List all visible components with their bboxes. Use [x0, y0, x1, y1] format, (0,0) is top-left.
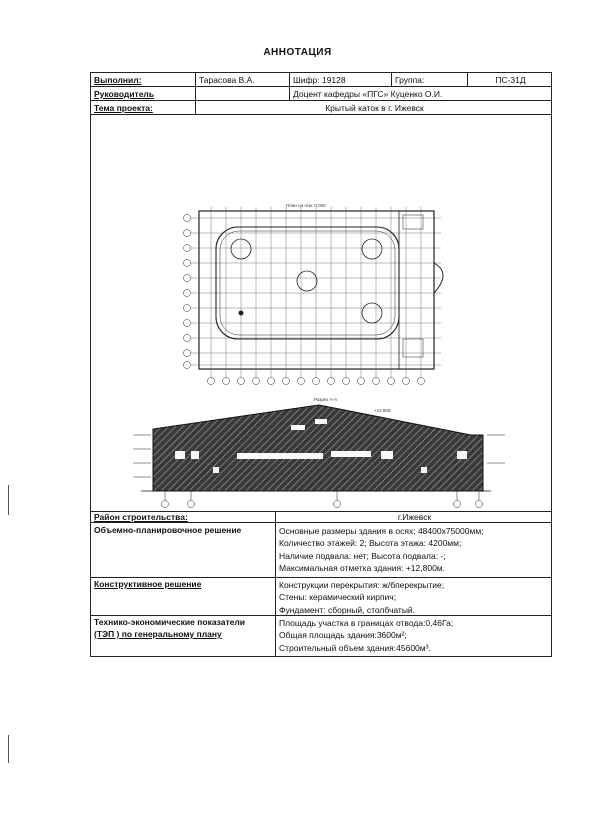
planning-section — [91, 523, 551, 577]
annotation-sheet — [90, 72, 552, 657]
performed-value: Тарасова В.А. — [195, 73, 289, 86]
planning-values — [279, 525, 484, 575]
planning-line: Основные размеры здания в осях: 48400х75000мм; — [279, 526, 484, 536]
planning-line: Наличие подвала: нет; Высота подвала: -; — [279, 550, 446, 561]
performed-label: Выполнил: — [94, 74, 142, 85]
scan-artifact — [8, 735, 9, 763]
region-label: Район строительства: — [94, 512, 188, 522]
region-value: г.Ижевск — [275, 512, 553, 522]
constructive-line: Конструкции перекрытия: ж/бперекрытие; — [279, 580, 445, 590]
region-row — [91, 511, 551, 523]
building-drawings — [91, 115, 551, 511]
tep-line: Строительный объем здания:45600м³. — [279, 642, 431, 653]
constructive-label: Конструктивное решение — [94, 579, 202, 589]
planning-line: Количество этажей: 2; Высота этажа: 4200мм; — [279, 538, 462, 549]
cipher-label: Шифр: 19128 — [289, 73, 391, 86]
constructive-section — [91, 577, 551, 615]
section-caption: Разрез А-А — [314, 397, 338, 402]
tep-values — [279, 617, 453, 654]
constructive-values — [279, 579, 444, 616]
constructive-line: Фундамент: сборный, столбчатый. — [279, 604, 416, 615]
plan-caption: План на отм. 0.000 — [286, 203, 326, 208]
planning-label: Объемно-планировочное решение — [94, 525, 242, 535]
supervisor-value: Доцент кафедры «ПГС» Куценко О.И. — [289, 87, 553, 100]
supervisor-label: Руководитель — [94, 88, 155, 99]
planning-line: Максимальная отметка здания: +12,800м. — [279, 563, 446, 574]
page-title: АННОТАЦИЯ — [263, 47, 332, 58]
ridge-elevation-mark: +12.800 — [374, 408, 391, 413]
header-row-performer — [91, 73, 551, 87]
tep-section — [91, 615, 551, 657]
scan-artifact — [8, 485, 9, 515]
tep-line: Общая площадь здания:3600м²; — [279, 630, 407, 641]
header-row-topic — [91, 101, 551, 115]
floor-plan — [184, 207, 444, 385]
topic-label: Тема проекта: — [94, 102, 153, 113]
group-value: ПС-31Д — [467, 73, 553, 86]
group-label: Группа: — [391, 73, 467, 86]
building-section — [133, 405, 505, 508]
constructive-line: Стены: керамический кирпич; — [279, 592, 397, 603]
drawing-area — [91, 115, 551, 511]
tep-label-line2: (ТЭП ) по генеральному плану — [94, 629, 222, 639]
header-row-supervisor — [91, 87, 551, 101]
topic-value: Крытый каток в г. Ижевск — [195, 101, 553, 114]
tep-line: Площадь участка в границах отвода:0,46Га; — [279, 618, 454, 628]
supervisor-spacer — [195, 87, 289, 100]
tep-label-line1: Технико-экономические показатели — [94, 617, 246, 627]
